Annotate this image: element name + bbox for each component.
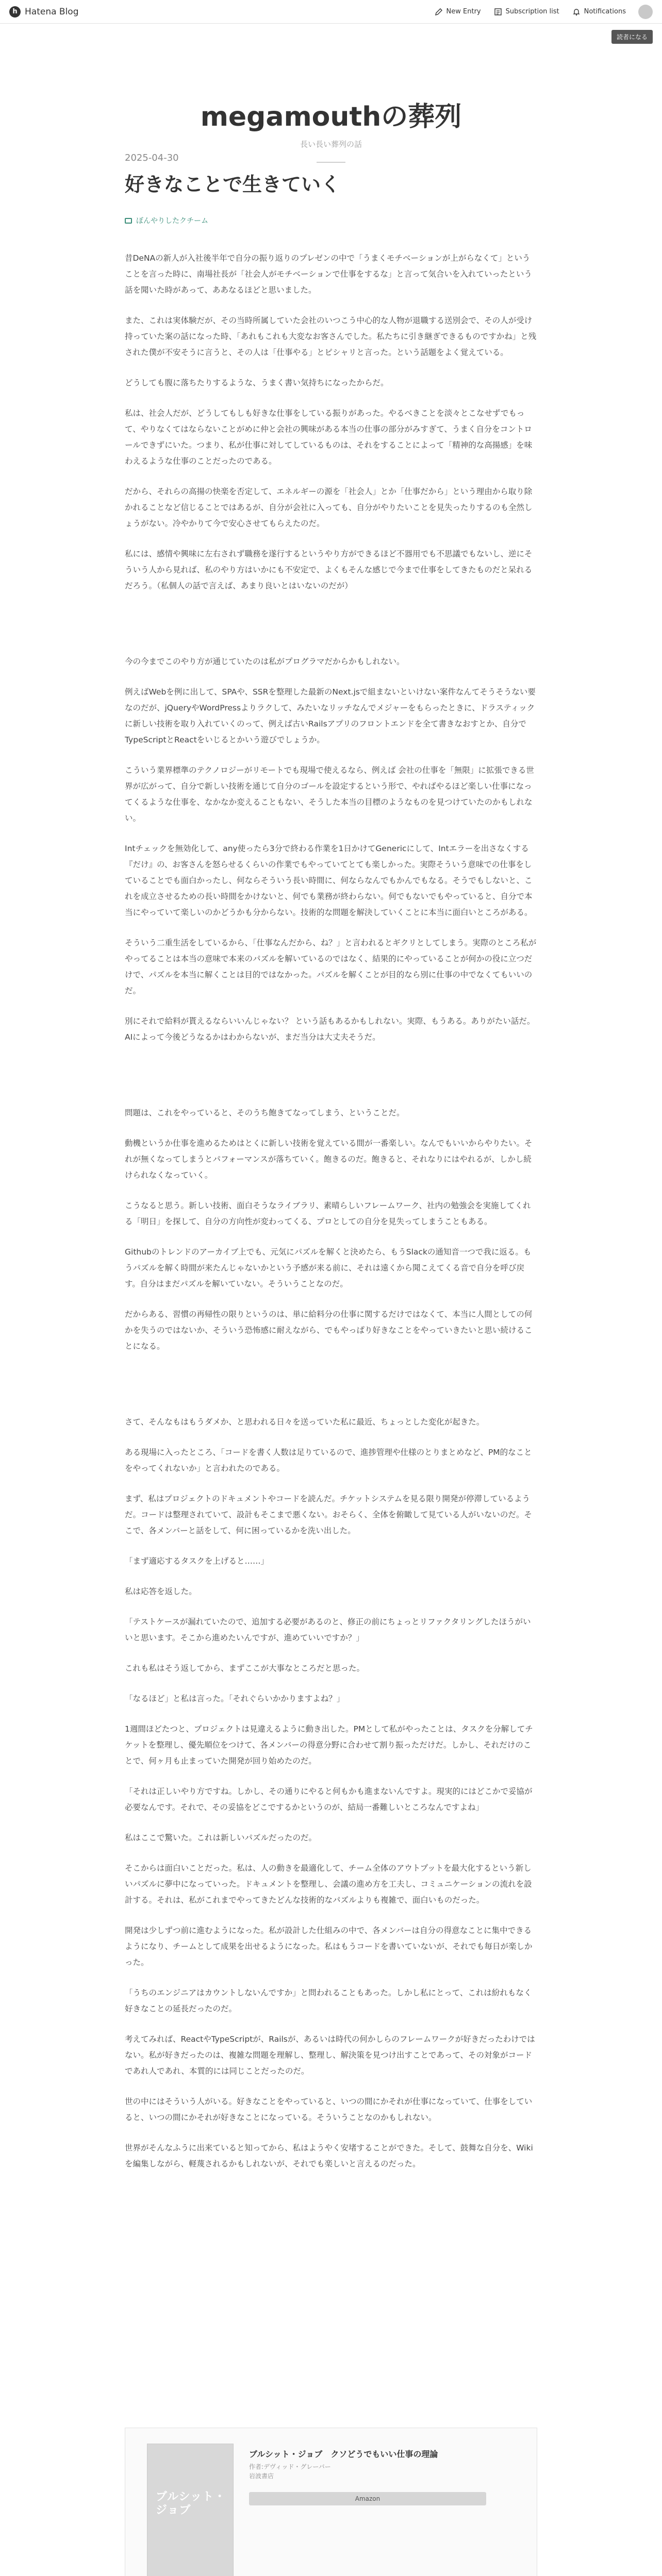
book-title[interactable]: ブルシット・ジョブ クソどうでもいい仕事の理論 [249,2449,438,2459]
logo-text: Hatena Blog [25,6,79,17]
article-paragraph: 例えばWebを例に出して、SPAや、SSRを整理した最新のNext.jsで組まないといけない案件なんてそうそうない要なのだが、jQueryやWordPressよりラクして、みたいなリッチなんでメジャーをもらったときに、ドラスティックに新しい技術を取り入れていくのって、例えば古いRailsアプリのフロントエンドを全て書きなおすとか、自分でTypeScriptとReactをいじるとかいう遊びでしょうか。 [125,687,536,744]
article-date[interactable]: 2025-04-30 [125,152,179,163]
notifications-label: Notifications [584,8,626,15]
book-cover-image[interactable] [147,2444,234,2576]
article-paragraph: 動機というか仕事を進めるためはとくに新しい技術を覚えている間が一番楽しい。なんでもいいからやりたい。それが無くなってしまうとパフォーマンスが落ちていく。飽きるのだ。飽きると、それなりにはやれるが、しかし続けられなくなっていく。 [125,1139,533,1180]
article-paragraph: そこからは面白いことだった。私は、人の動きを最適化して、チーム全体のアウトプットを最大化するという新しいパズルに夢中になっていった。ドキュメントを整理し、会議の進め方を工夫し、コミュニケーションの流れを設計する。それは、私がこれまでやってきたどんな技術的なパズルよりも複雑で、面白いものだった。 [125,1863,532,1905]
article-paragraph: 「なるほど」と私は言った。「それぐらいかかりますよね？」 [125,1694,345,1703]
subscription-list-button[interactable] [493,7,559,16]
article-paragraph: 今の今までこのやり方が通じていたのは私がプログラマだからかもしれない。 [125,657,405,666]
article-paragraph: 別にそれで給料が貰えるならいいんじゃない？ という話もあるかもしれない。実際、もうある。ありがたい話だ。AIによって今後どうなるかはわからないが、まだ当分は大丈夫そうだ。 [125,1016,535,1042]
book-card[interactable] [125,2428,537,2576]
hatena-blog-logo[interactable] [9,6,79,18]
article [125,152,537,2187]
article-paragraph: 私には、感情や興味に左右されず職務を遂行するというやり方ができるほど不器用でも不思議でもないし、逆にそういう人から見れば、私のやり方はいかにも不安定で、よくもそんな感じで今まで仕事をしてきたものだと呆れるだろう。（私個人の話で言えば、あまり良いとはいないのだが） [125,549,533,590]
article-paragraph: さて、そんなもはもうダメか、と思われる日々を送っていた私に最近、ちょっとした変化が起きた。 [125,1417,485,1427]
blog-title[interactable]: megamouthの葬列 [200,101,462,132]
article-paragraph: そういう二重生活をしているから、「仕事なんだから、ね？」と言われるとギクリとしてしまう。実際のところ私がやってることは本当の意味で本来のパズルを解いているのではなく、結果的にやっていることが何かの役に立つだけで、パズルを本当に解くことは目的ではなかった。パズルを解くことが目的なら別に仕事の中でなくてもいいのだ。 [125,938,537,995]
article-title[interactable]: 好きなことで生きていく [125,173,341,196]
article-paragraph: 1週間ほどたつと、プロジェクトは見違えるように動き出した。PMとして私がやったことは、タスクを分解してチケットを整理し、優先順位をつけて、各メンバーの得意分野に合わせて割り振っただけだ。しかし、それだけのことで、何ヶ月も止まっていた開発が回り始めたのだ。 [125,1724,533,1766]
article-paragraph: 「うちのエンジニアはカウントしないんですか」と問われることもあった。しかし私にとって、これは紛れもなく好きなことの延長だったのだ。 [125,1988,532,2013]
article-paragraph: これも私はそう返してから、まずここが大事なところだと思った。 [125,1664,365,1673]
article-paragraph: 私は、社会人だが、どうしてもしも好きな仕事をしている振りがあった。やるべきことを淡々とこなせずでもって、やりなくてはならないことがめに仲と会社の興味がある本当の仕事の部分がみすぎて、うまく自分をコントロールできずにいた。つまり、私が仕事に対してしているものは、それをすることによって「精神的な高揚感」を味わえるような仕事のことだったのである。 [125,409,533,466]
article-paragraph: 世の中にはそういう人がいる。好きなことをやっていると、いつの間にかそれが仕事になっていて、仕事をしていると、いつの間にかそれが好きなことになっている。そういうことなのかもしれない。 [125,2097,533,2122]
article-paragraph: まず、私はプロジェクトのドキュメントやコードを読んだ。チケットシステムを見る限り開発が停滞しているようだ。コードは整理されていて、設計もそこまで悪くない。おそらく、全体を俯瞰して見ている人がいないのだ。そこで、各メンバーと話をして、何に困っているかを洗い出した。 [125,1494,532,1535]
section-spacer [125,1369,537,1414]
pencil-icon [434,7,443,16]
book-author: 作者:デヴィッド・グレーバー [249,2463,331,2470]
section-spacer [125,608,537,654]
category-label: ぼんやりしたクチーム [136,217,208,225]
article-paragraph: ある現場に入ったところ、「コードを書く人数は足りているので、進捗管理や仕様のとりまとめなど、PM的なことをやってくれないか」と言われたのである。 [125,1448,532,1473]
new-entry-label: New Entry [446,8,481,15]
article-paragraph: 問題は、これをやっていると、そのうち飽きてなってしまう、ということだ。 [125,1108,405,1117]
article-paragraph: こうなると思う。新しい技術、面白そうなライブラリ、素晴らしいフレームワーク、社内の勉強会を実施してくれる「明日」を探して、自分の方向性が変わってくる、プロとしての自分を見失ってしまうこともある。 [125,1201,531,1226]
list-icon [493,7,503,16]
section-spacer [125,1060,537,1105]
article-paragraph: 「まず適応するタスクを上げると……」 [125,1556,269,1566]
book-cover-text: ブルシット・ジョブ [156,2490,226,2517]
amazon-button[interactable]: Amazon [249,2492,486,2505]
article-paragraph: Intチェックを無効化して、any使ったら3分で終わる作業を1日かけてGenericにして、Intエラーを出さなくする『だけ』の、お客さんを怒らせるくらいの作業でもやっていてとても楽しかった。実際そういう意味での仕事をしていることでも面白かったし、何ならそういう長い時間に、何ならなんでもかんでもなる。そうでもしないと、これを成立させるための長い時間をかけないと、何でも業務が終わらない。何でもないでもやっていると、自分で本当にやっていて楽しいのかどうかも分からない。技術的な問題を解決していくことに本当に面白いところがある。 [125,844,533,917]
new-entry-button[interactable] [434,7,481,16]
article-paragraph: だから、それらの高揚の快楽を否定して、エネルギーの源を「社会人」とか「仕事だから」という理由から取り除かれることなど信じることではあるが、自分が会社に入っても、自分がやりたいことを見失ったりするのも全然しょうがない。冷やかりて今で安心させてもらえたのだ。 [125,487,533,528]
article-paragraph: こういう業界標準のテクノロジーがリモートでも現場で使えるなら、例えば 会社の仕事を「無限」に拡張できる世界が広がって、自分で新しい技術を通じて自分のゴールを設定するという形で、やればやるほど楽しい仕事になってくるような仕事を、なかなか変えることもない、そうした本当の目標のようなものを見つけていたのかもしれない。 [125,766,534,823]
notifications-button[interactable] [572,7,626,16]
category-link[interactable] [125,215,537,226]
article-paragraph: 開発は少しずつ前に進むようになった。私が設計した仕組みの中で、各メンバーは自分の得意なことに集中できるようになり、チームとして成果を出せるようになった。私はもうコードを書いていないが、それでも毎日が楽しかった。 [125,1926,533,1967]
global-header [0,0,662,24]
article-paragraph: どうしても腹に落ちたりするような、うまく書い気持ちになったからだ。 [125,378,389,387]
hatena-logo-icon: h [9,6,21,18]
article-paragraph: 「それは正しいやり方ですね。しかし、その通りにやると何もかも進まないんですよ。現実的にはどこかで妥協が必要なんです。それで、その妥協をどこでするかというのが、結局一番難しいところなんですよね」 [125,1787,533,1812]
blog-subtitle: 長い長い葬列の話 [300,140,362,149]
subscription-label: Subscription list [505,8,559,15]
article-paragraph: また、これは実体験だが、その当時所属していた会社のいつこう中心的な人物が退職する送別会で、その人が受け持っていた案の話になった時、「あれもこれも大変なお客さんでした。私たちに引き継ぎできるものですかね」と残された僕が不安そうに言うと、その人は「仕事やる」とピシャリと言った。という話題をよく覚えている。 [125,316,537,357]
article-paragraph: 私はここで驚いた。これは新しいパズルだったのだ。 [125,1833,317,1842]
book-meta [249,2462,331,2481]
bell-icon [572,7,581,16]
article-paragraph: だからある、習慣の再帰性の限りというのは、単に給料分の仕事に関するだけではなくて、本当に人間としての何かを失うのではないか、そういう恐怖感に耐えながら、でもやっぱり好きなことをやっていきたいと思い続けることになる。 [125,1310,533,1351]
article-paragraph: 「テストケースが漏れていたので、追加する必要があるのと、修正の前にちょっとリファクタリングしたほうがいいと思います。そこから進めたいんですが、進めていいですか？」 [125,1617,531,1642]
book-publisher: 岩波書店 [249,2472,274,2480]
folder-icon [125,218,132,224]
article-paragraph: 世界がそんなふうに出来ていると知ってから、私はようやく安堵することができた。そして、鼓舞な自分を、Wikiを編集しながら、軽蔑されるかもしれないが、それでも楽しいと言えるのだった。 [125,2143,533,2168]
user-avatar[interactable] [638,5,653,19]
article-paragraph: 考えてみれば、ReactやTypeScriptが、Railsが、あるいは時代の何かしらのフレームワークが好きだったわけではない。私が好きだったのは、複雑な問題を理解し、整理し、解決策を見つけ出すことであって、その対象がコードであれ人であれ、本質的には同じことだったのだ。 [125,2035,535,2076]
article-paragraph: 昔DeNAの新人が入社後半年で自分の振り返りのプレゼンの中で「うまくモチベーションが上がらなくて」ということを言った時に、南場社長が「社会人がモチベーションで仕事をするな」と言って気合いを入れていったという話を聞いた時があって、ああなるほどと思いました。 [125,253,532,295]
article-paragraph: 私は応答を返した。 [125,1587,197,1596]
subscribe-button[interactable]: 読者になる [611,30,653,44]
article-body [125,250,537,2172]
article-paragraph: Githubのトレンドのアーカイブ上でも、元気にパズルを解くと決めたら、もうSlackの通知音一つで我に返る。もうパズルを解く時間が来たんじゃないかという予感が来る前に、それは遠くから聞こえてくる音で自分を呼び戻す。自分はまだパズルを解いていない。そういうことなのだ。 [125,1247,532,1289]
